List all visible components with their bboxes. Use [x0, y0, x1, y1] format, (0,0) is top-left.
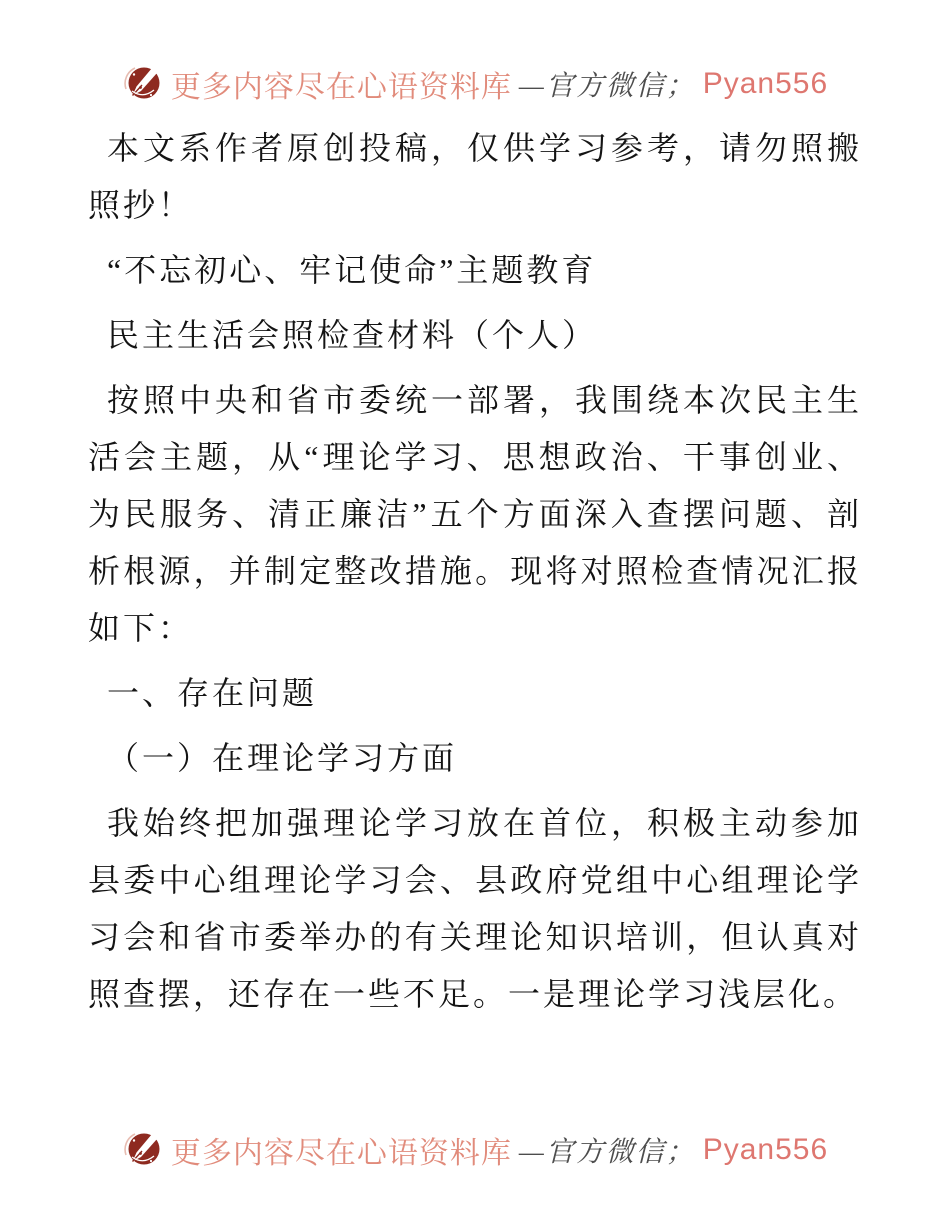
- watermark-header: [0, 60, 950, 108]
- doc-title-line-2: 民主生活会照检查材料（个人）: [107, 317, 598, 353]
- pen-brand-logo-icon: [122, 62, 164, 106]
- watermark-wechat-id: Pyan556: [702, 67, 829, 100]
- disclaimer-note: 本文系作者原创投稿，仅供学习参考，请勿照搬照抄！: [88, 130, 862, 223]
- section-heading-1: 一、存在问题: [107, 675, 318, 711]
- pen-brand-logo-icon: [122, 1128, 164, 1172]
- body-paragraph-theory-study: 我始终把加强理论学习放在首位，积极主动参加县委中心组理论学习会、县政府党组中心组理论学习会和省市委举办的有关理论知识培训，但认真对照查摆，还存在一些不足。一是理论学习浅层化。: [88, 805, 862, 1012]
- watermark-brand-text: 更多内容尽在心语资料库: [170, 71, 512, 104]
- watermark-wechat-id: Pyan556: [702, 1133, 829, 1166]
- intro-paragraph: 按照中央和省市委统一部署，我围绕本次民主生活会主题，从“理论学习、思想政治、干事创业、为民服务、清正廉洁”五个方面深入查摆问题、剖析根源，并制定整改措施。现将对照检查情况汇报如下：: [88, 382, 862, 646]
- watermark-wechat-label: —官方微信；: [518, 71, 696, 102]
- doc-title-line-1: “不忘初心、牢记使命”主题教育: [107, 252, 597, 288]
- document-body: [88, 112, 862, 1126]
- watermark-brand-text: 更多内容尽在心语资料库: [170, 1137, 512, 1170]
- watermark-footer: [0, 1126, 950, 1174]
- subsection-heading-1-1: （一）在理论学习方面: [107, 740, 458, 776]
- watermark-wechat-label: —官方微信；: [518, 1137, 696, 1168]
